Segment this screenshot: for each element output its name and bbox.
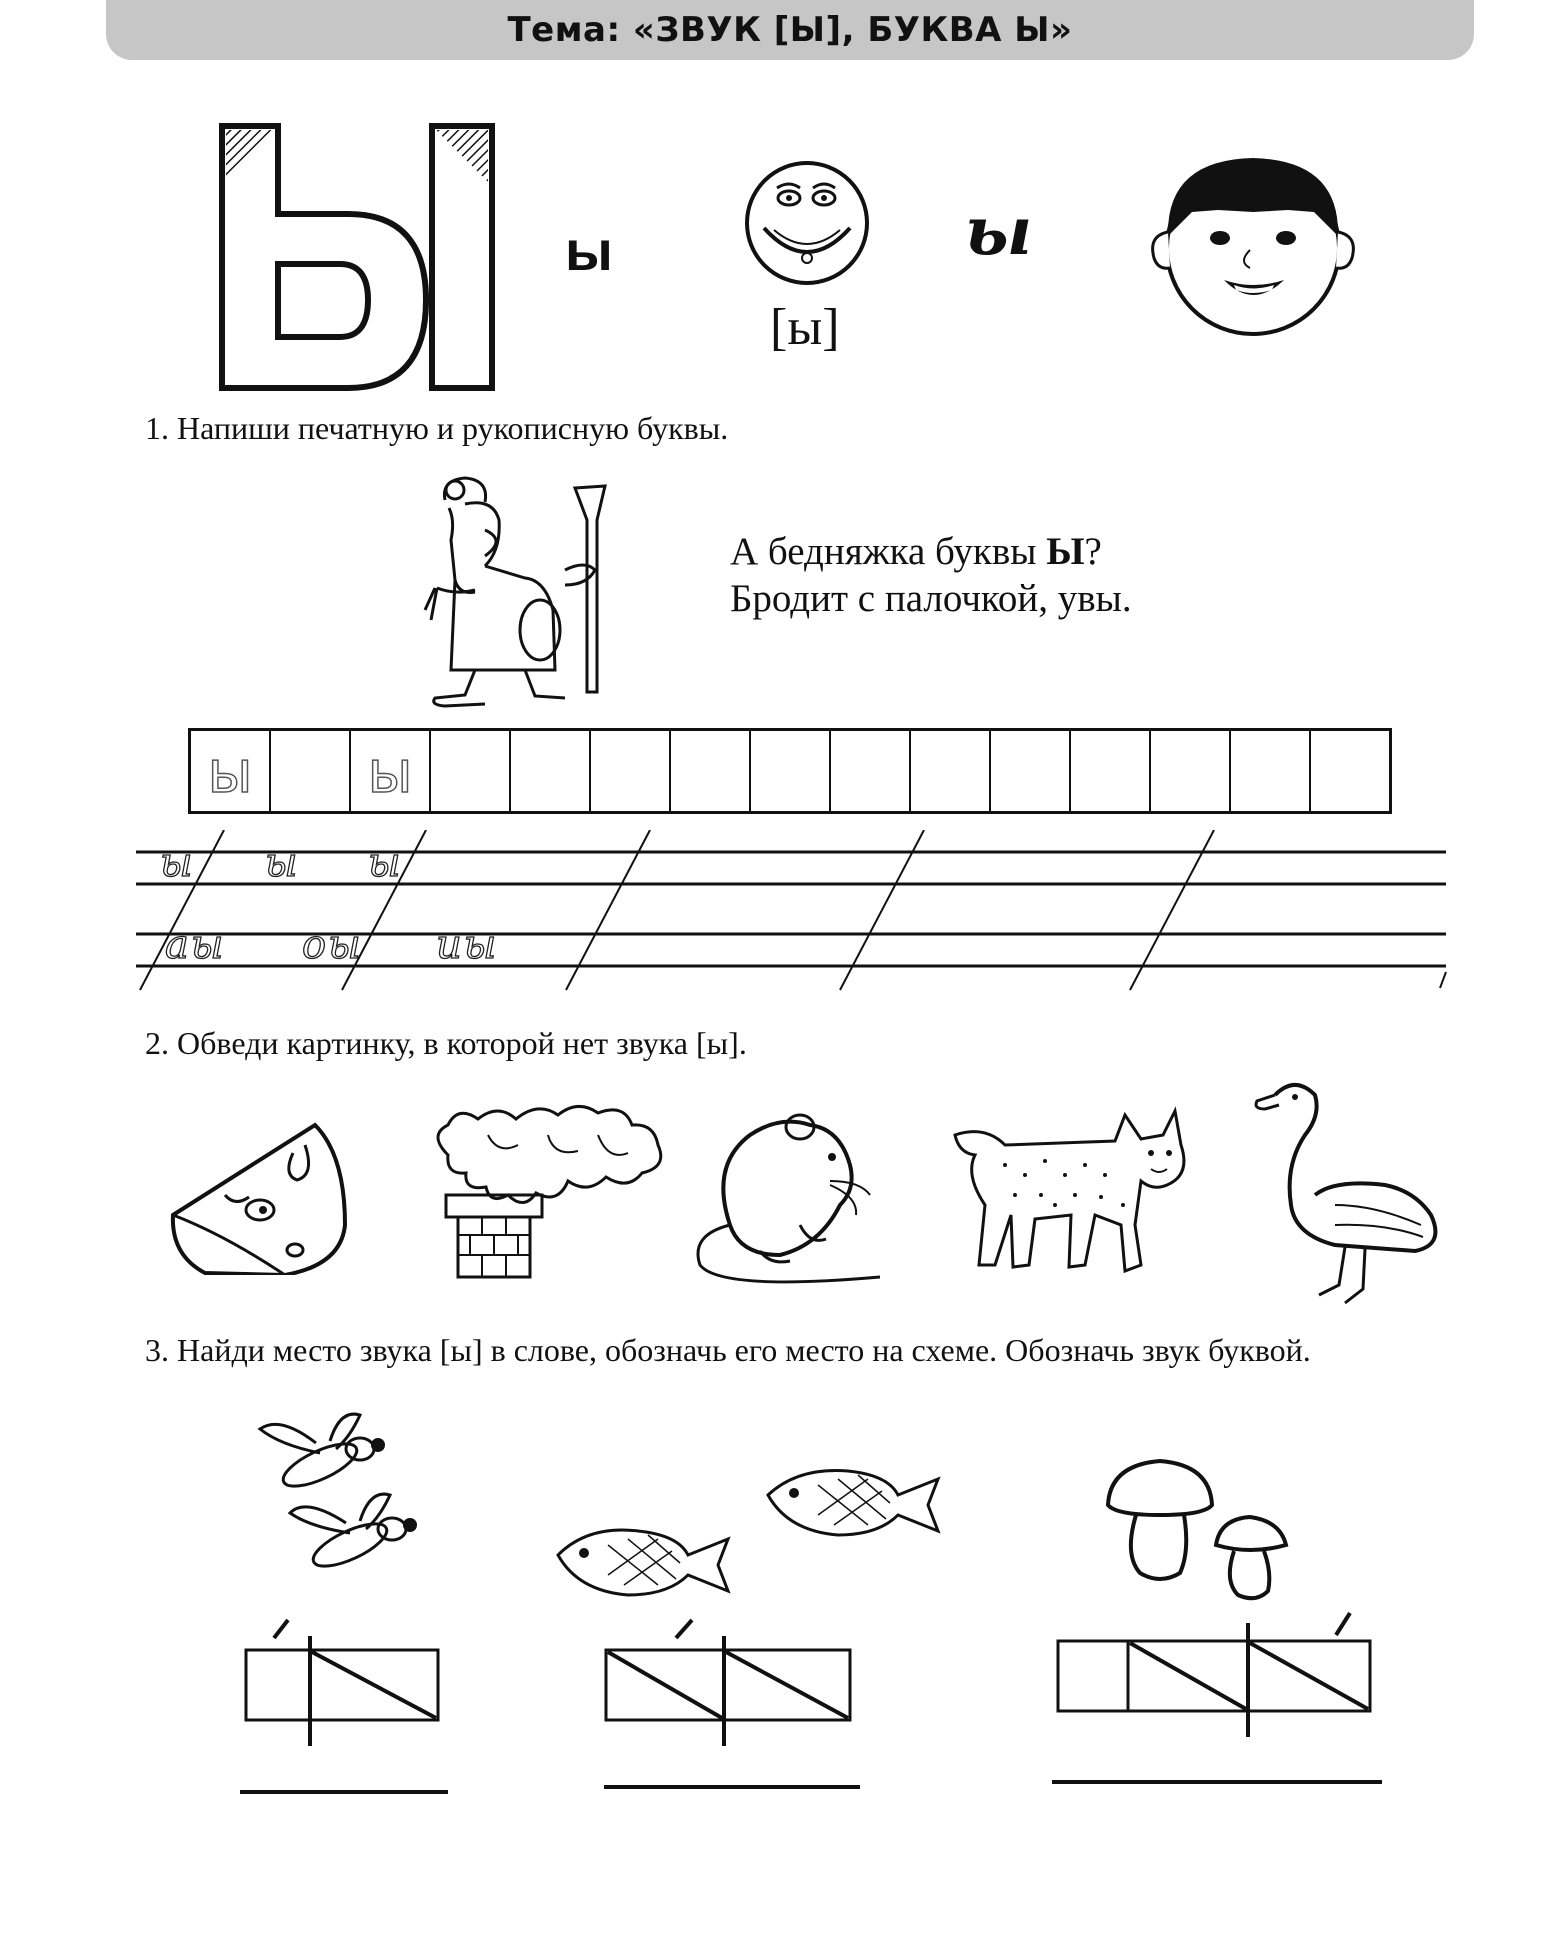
writing-cell[interactable] bbox=[271, 731, 351, 811]
schema-2-cells[interactable] bbox=[240, 1610, 440, 1750]
schema-2-cells[interactable] bbox=[600, 1610, 860, 1750]
writing-cell[interactable] bbox=[1151, 731, 1231, 811]
smiling-sound-face-icon bbox=[742, 158, 872, 288]
mushrooms-icon bbox=[1100, 1455, 1300, 1615]
trace-letter: ы bbox=[368, 738, 412, 805]
poem-line-1: А бедняжка буквы Ы? bbox=[730, 530, 1102, 573]
writing-cell[interactable] bbox=[751, 731, 831, 811]
big-letter-Y-icon bbox=[218, 122, 496, 394]
page-header bbox=[106, 0, 1474, 60]
writing-cell[interactable] bbox=[671, 731, 751, 811]
fishes-icon bbox=[548, 1455, 948, 1630]
task2-text: 2. Обведи картинку, в которой нет звука [ы]. bbox=[145, 1025, 747, 1061]
mouse-icon[interactable] bbox=[680, 1105, 880, 1295]
handwriting-sample: ы bbox=[160, 840, 195, 886]
writing-cell[interactable] bbox=[431, 731, 511, 811]
answer-line[interactable] bbox=[240, 1790, 448, 1794]
schema-3-cells[interactable] bbox=[1052, 1605, 1382, 1745]
writing-cell[interactable] bbox=[351, 731, 431, 811]
task3-text: 3. Найди место звука [ы] в слове, обозначь его место на схеме. Обозначь звук буквой. bbox=[145, 1332, 1311, 1368]
poem bbox=[730, 528, 1132, 622]
writing-cell[interactable] bbox=[991, 731, 1071, 811]
wasps-icon bbox=[250, 1405, 440, 1585]
cheese-icon[interactable] bbox=[165, 1115, 355, 1275]
answer-line[interactable] bbox=[604, 1785, 860, 1789]
handwriting-sample: иы bbox=[436, 922, 499, 968]
printed-letter: ы bbox=[565, 219, 613, 282]
letter-character-with-stick-icon bbox=[415, 460, 615, 710]
chimney-smoke-icon[interactable] bbox=[428, 1095, 673, 1280]
transcription: [ы] bbox=[770, 299, 840, 356]
writing-cell[interactable] bbox=[1071, 731, 1151, 811]
writing-cell[interactable] bbox=[911, 731, 991, 811]
handwriting-sample: оы bbox=[302, 922, 363, 968]
writing-cell[interactable] bbox=[591, 731, 671, 811]
handwriting-sample: ы bbox=[265, 840, 300, 886]
task1-text: 1. Напиши печатную и рукописную буквы. bbox=[145, 410, 729, 446]
lynx-icon[interactable] bbox=[945, 1105, 1195, 1290]
handwriting-sample: ы bbox=[368, 840, 403, 886]
goose-icon[interactable] bbox=[1235, 1075, 1445, 1315]
page-title: Тема: «ЗВУК [Ы], БУКВА Ы» bbox=[507, 10, 1073, 50]
boy-face-icon bbox=[1138, 140, 1368, 340]
poem-line-2: Бродит с палочкой, увы. bbox=[730, 577, 1132, 620]
writing-cell[interactable] bbox=[511, 731, 591, 811]
handwriting-sample: аы bbox=[165, 922, 226, 968]
writing-cells-row bbox=[188, 728, 1392, 814]
writing-cell[interactable] bbox=[1311, 731, 1389, 811]
writing-cell[interactable] bbox=[191, 731, 271, 811]
writing-cell[interactable] bbox=[1231, 731, 1311, 811]
handwriting-lines[interactable] bbox=[130, 830, 1450, 1000]
answer-line[interactable] bbox=[1052, 1780, 1382, 1784]
trace-letter: ы bbox=[208, 738, 252, 805]
writing-cell[interactable] bbox=[831, 731, 911, 811]
handwritten-letter: ы bbox=[965, 192, 1033, 270]
